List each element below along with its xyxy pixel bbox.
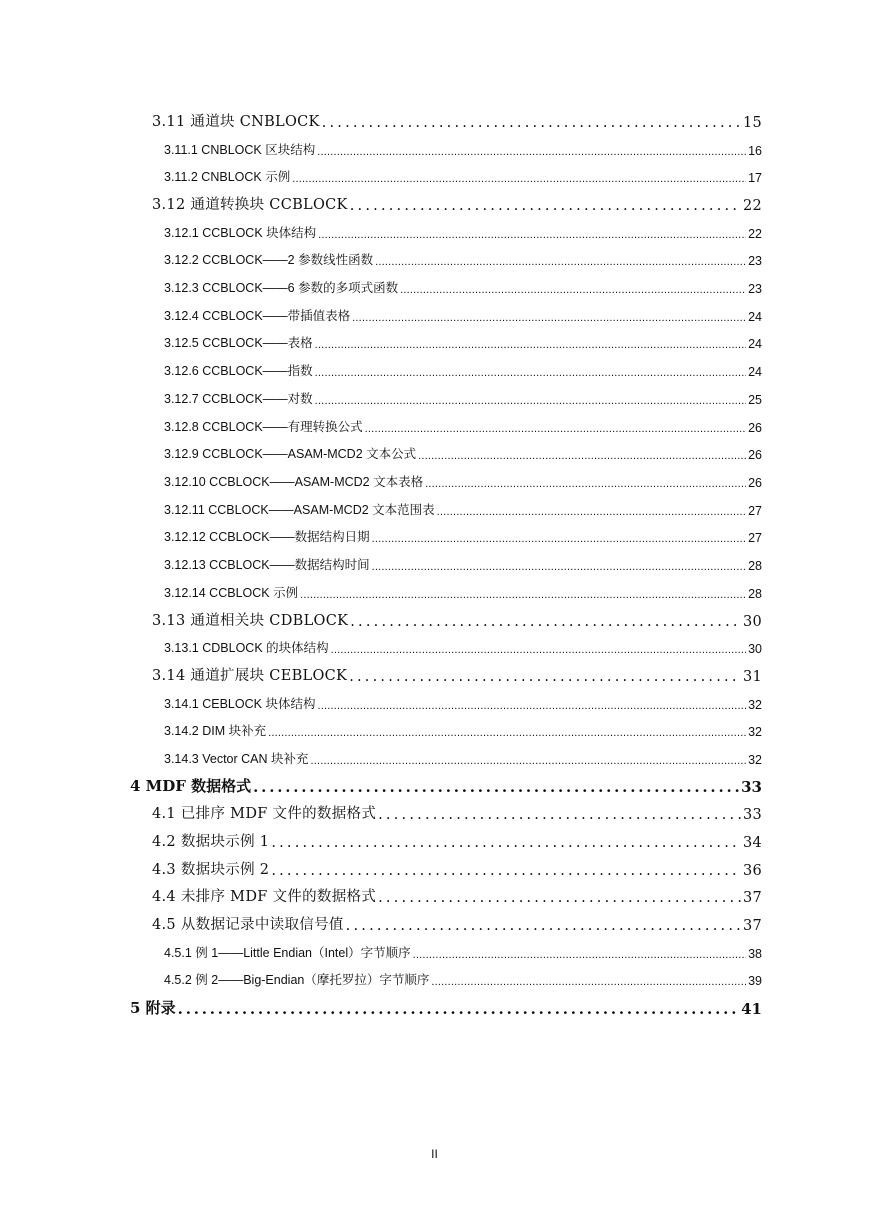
dot-leader — [431, 974, 746, 988]
toc-page-number: 36 — [742, 863, 762, 879]
toc-page-number: 23 — [748, 282, 762, 296]
toc-entry-title: 3.12.4 CCBLOCK——带插值表格 — [164, 309, 351, 323]
toc-page-number: 23 — [748, 254, 762, 268]
toc-entry-3-12-7[interactable] — [164, 389, 762, 407]
toc-entry-3-12-8[interactable] — [164, 417, 762, 435]
toc-page-number: 27 — [748, 504, 762, 518]
toc-entry-title: 3.12.3 CCBLOCK——6 参数的多项式函数 — [164, 281, 399, 295]
toc-entry-3-12-1[interactable] — [164, 223, 762, 241]
toc-entry-title: 3.12.6 CCBLOCK——指数 — [164, 364, 313, 378]
dot-leader — [400, 282, 746, 296]
dot-leader — [315, 393, 746, 407]
toc-entry-title: 3.13.1 CDBLOCK 的块体结构 — [164, 641, 329, 655]
toc-entry-3-12-3[interactable] — [164, 278, 762, 296]
toc-entry-title: 3.12.1 CCBLOCK 块体结构 — [164, 226, 317, 240]
toc-entry-3-13-1[interactable] — [164, 638, 762, 656]
toc-page-number: 30 — [742, 614, 762, 630]
toc-page-number: 22 — [742, 198, 762, 214]
dot-leader — [372, 531, 746, 545]
toc-entry-title: 3.12 通道转换块 CCBLOCK — [152, 197, 348, 213]
dot-leader — [322, 115, 741, 131]
toc-entry-title: 3.14.2 DIM 块补充 — [164, 724, 267, 738]
toc-entry-3-12-13[interactable] — [164, 555, 762, 573]
toc-page-number: 32 — [748, 698, 762, 712]
dot-leader — [331, 642, 746, 656]
toc-page-number: 26 — [748, 476, 762, 490]
toc-entry-3-12-5[interactable] — [164, 333, 762, 351]
toc-entry-chapter-5[interactable] — [130, 997, 762, 1018]
toc-entry-title: 4.5 从数据记录中读取信号值 — [152, 917, 344, 933]
toc-entry-3-12-11[interactable] — [164, 500, 762, 518]
toc-page-number: 39 — [748, 974, 762, 988]
toc-entry-title: 3.11.1 CNBLOCK 区块结构 — [164, 143, 316, 157]
toc-page-number: 26 — [748, 421, 762, 435]
toc-entry-title: 3.11 通道块 CNBLOCK — [152, 114, 320, 130]
toc-entry-title: 3.14.1 CEBLOCK 块体结构 — [164, 697, 316, 711]
toc-entry-3-11[interactable] — [152, 110, 762, 131]
dot-leader — [372, 559, 746, 573]
dot-leader — [315, 337, 746, 351]
toc-entry-3-14-1[interactable] — [164, 694, 762, 712]
dot-leader — [365, 421, 746, 435]
toc-entry-3-12-12[interactable] — [164, 527, 762, 545]
toc-entry-title: 3.11.2 CNBLOCK 示例 — [164, 170, 291, 184]
dot-leader — [346, 918, 741, 934]
toc-entry-title: 4 MDF 数据格式 — [130, 777, 252, 795]
toc-page-number: 24 — [748, 337, 762, 351]
toc-page-number: 17 — [748, 171, 762, 185]
toc-entry-4-1[interactable] — [152, 802, 762, 823]
toc-page-number: 24 — [748, 310, 762, 324]
dot-leader — [292, 171, 746, 185]
dot-leader — [318, 227, 746, 241]
dot-leader — [418, 448, 746, 462]
toc-page-number: 32 — [748, 753, 762, 767]
toc-entry-title: 4.5.2 例 2——Big-Endian（摩托罗拉）字节顺序 — [164, 973, 430, 987]
toc-entry-4-3[interactable] — [152, 858, 762, 879]
dot-leader — [311, 753, 747, 767]
dot-leader — [378, 807, 741, 823]
dot-leader — [317, 698, 746, 712]
toc-entry-title: 3.12.8 CCBLOCK——有理转换公式 — [164, 420, 363, 434]
toc-entry-title: 3.14 通道扩展块 CEBLOCK — [152, 668, 348, 684]
toc-page-number: 28 — [748, 587, 762, 601]
toc-entry-title: 3.12.2 CCBLOCK——2 参数线性函数 — [164, 253, 374, 267]
toc-page-number: 33 — [742, 807, 762, 823]
toc-entry-4-4[interactable] — [152, 885, 762, 906]
toc-entry-4-5[interactable] — [152, 913, 762, 934]
toc-entry-3-11-2[interactable] — [164, 167, 762, 185]
toc-entry-title: 4.2 数据块示例 1 — [152, 834, 270, 850]
toc-entry-title: 3.13 通道相关块 CDBLOCK — [152, 613, 349, 629]
toc-entry-3-14-3[interactable] — [164, 749, 762, 767]
toc-entry-3-12-6[interactable] — [164, 361, 762, 379]
toc-entry-title: 3.12.13 CCBLOCK——数据结构时间 — [164, 558, 370, 572]
toc-entry-title: 3.12.10 CCBLOCK——ASAM-MCD2 文本表格 — [164, 475, 424, 489]
toc-page-number: 30 — [748, 642, 762, 656]
toc-page-number: 28 — [748, 559, 762, 573]
toc-entry-3-13[interactable] — [152, 609, 762, 630]
dot-leader — [350, 614, 741, 630]
dot-leader — [317, 144, 746, 158]
toc-entry-chapter-4[interactable] — [130, 775, 762, 796]
toc-entry-title: 3.12.7 CCBLOCK——对数 — [164, 392, 313, 406]
dot-leader — [271, 863, 741, 879]
dot-leader — [300, 587, 746, 601]
toc-entry-title: 4.3 数据块示例 2 — [152, 862, 270, 878]
toc-entry-3-12-2[interactable] — [164, 250, 762, 268]
toc-entry-3-12-14[interactable] — [164, 583, 762, 601]
toc-entry-3-11-1[interactable] — [164, 140, 762, 158]
dot-leader — [437, 504, 746, 518]
toc-entry-title: 3.14.3 Vector CAN 块补充 — [164, 752, 309, 766]
toc-entry-title: 3.12.9 CCBLOCK——ASAM-MCD2 文本公式 — [164, 447, 417, 461]
toc-page-number: 33 — [741, 778, 762, 796]
dot-leader — [178, 1000, 739, 1018]
page-footer-number: II — [431, 1147, 438, 1161]
dot-leader — [413, 947, 746, 961]
toc-entry-title: 5 附录 — [130, 999, 176, 1017]
toc-entry-3-14-2[interactable] — [164, 721, 762, 739]
toc-page-number: 37 — [742, 918, 762, 934]
toc-page-number: 24 — [748, 365, 762, 379]
toc-entry-title: 4.5.1 例 1——Little Endian（Intel）字节顺序 — [164, 946, 411, 960]
dot-leader — [350, 198, 741, 214]
toc-page-number: 15 — [742, 115, 762, 131]
toc-page-number: 27 — [748, 531, 762, 545]
dot-leader — [253, 778, 739, 796]
toc-entry-3-12[interactable] — [152, 193, 762, 214]
dot-leader — [315, 365, 746, 379]
toc-entry-title: 3.12.12 CCBLOCK——数据结构日期 — [164, 530, 370, 544]
dot-leader — [425, 476, 746, 490]
dot-leader — [375, 254, 746, 268]
toc-entry-title: 3.12.5 CCBLOCK——表格 — [164, 336, 313, 350]
toc-page-number: 22 — [748, 227, 762, 241]
toc-page-number: 37 — [742, 890, 762, 906]
toc-entry-4-5-2[interactable] — [164, 970, 762, 988]
toc-entry-title: 3.12.14 CCBLOCK 示例 — [164, 586, 299, 600]
toc-entry-3-12-4[interactable] — [164, 306, 762, 324]
toc-page-number: 38 — [748, 947, 762, 961]
toc-page-number: 31 — [742, 669, 762, 685]
dot-leader — [349, 669, 741, 685]
toc-page-number: 26 — [748, 448, 762, 462]
toc-entry-4-2[interactable] — [152, 830, 762, 851]
toc-page-number: 25 — [748, 393, 762, 407]
toc-page-number: 34 — [742, 835, 762, 851]
dot-leader — [268, 725, 746, 739]
dot-leader — [352, 310, 746, 324]
toc-page-number: 41 — [741, 1000, 762, 1018]
dot-leader — [271, 835, 741, 851]
dot-leader — [378, 890, 741, 906]
toc-entry-3-12-10[interactable] — [164, 472, 762, 490]
toc-entry-3-12-9[interactable] — [164, 444, 762, 462]
toc-page-number: 16 — [748, 144, 762, 158]
toc-entry-4-5-1[interactable] — [164, 943, 762, 961]
toc-entry-3-14[interactable] — [152, 664, 762, 685]
toc-entry-title: 4.4 未排序 MDF 文件的数据格式 — [152, 889, 377, 905]
toc-page-number: 32 — [748, 725, 762, 739]
toc-entry-title: 3.12.11 CCBLOCK——ASAM-MCD2 文本范围表 — [164, 503, 435, 517]
toc-entry-title: 4.1 已排序 MDF 文件的数据格式 — [152, 806, 377, 822]
